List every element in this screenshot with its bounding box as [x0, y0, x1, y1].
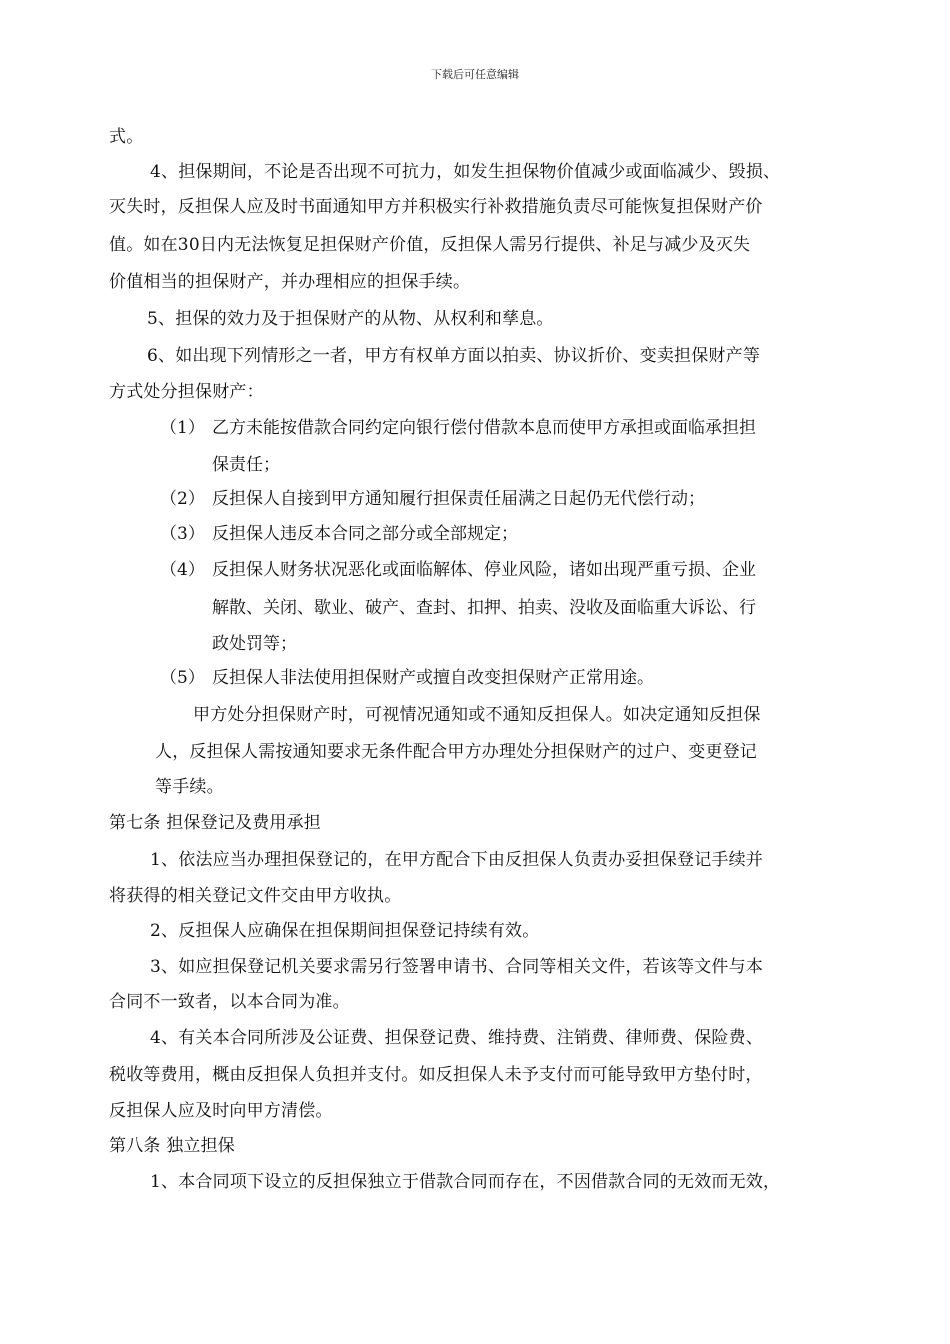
text-line: 税收等费用，概由反担保人负担并支付。如反担保人未予支付而可能导致甲方垫付时，: [109, 1065, 763, 1085]
list-item-number: （1）: [160, 418, 205, 438]
text-line: 等手续。: [155, 777, 224, 797]
text-line: 人，反担保人需按通知要求无条件配合甲方办理处分担保财产的过户、变更登记: [155, 742, 757, 762]
text-line: 反担保人应及时向甲方清偿。: [109, 1101, 333, 1121]
text-line: 2、反担保人应确保在担保期间担保登记持续有效。: [150, 921, 540, 941]
section-heading: 第七条 担保登记及费用承担: [109, 813, 322, 833]
list-item-number: （2）: [160, 489, 205, 509]
text-line: 方式处分担保财产：: [109, 382, 264, 402]
text-line: 5、担保的效力及于担保财产的从物、从权利和孳息。: [147, 309, 554, 329]
section-heading: 第八条 独立担保: [109, 1136, 236, 1156]
text-line: 价值相当的担保财产，并办理相应的担保手续。: [109, 272, 471, 292]
list-item-text: 解散、关闭、歇业、破产、查封、扣押、拍卖、没收及面临重大诉讼、行: [212, 598, 756, 618]
text-line: 甲方处分担保财产时，可视情况通知或不通知反担保人。如决定通知反担保: [193, 705, 761, 725]
text-line: 4、担保期间，不论是否出现不可抗力，如发生担保物价值减少或面临减少、毁损、: [150, 162, 781, 182]
text-line: 灭失时，反担保人应及时书面通知甲方并积极实行补救措施负责尽可能恢复担保财产价: [109, 197, 763, 217]
text-line: 1、依法应当办理担保登记的，在甲方配合下由反担保人负责办妥担保登记手续并: [150, 850, 764, 870]
text-line: 3、如应担保登记机关要求需另行签署申请书、合同等相关文件，若该等文件与本: [150, 957, 764, 977]
page-header: 下载后可任意编辑: [431, 68, 519, 81]
list-item-number: （4）: [160, 560, 205, 580]
text-line: 1、本合同项下设立的反担保独立于借款合同而存在，不因借款合同的无效而无效，: [150, 1172, 781, 1192]
list-item-text: 反担保人违反本合同之部分或全部规定；: [212, 524, 518, 544]
list-item-text: 乙方未能按借款合同约定向银行偿付借款本息而使甲方承担或面临承担担: [212, 418, 756, 438]
text-line: 将获得的相关登记文件交由甲方收执。: [109, 886, 402, 906]
list-item-number: （5）: [160, 668, 205, 688]
text-line: 6、如出现下列情形之一者，甲方有权单方面以拍卖、协议折价、变卖担保财产等: [147, 346, 761, 366]
list-item-text: 反担保人财务状况恶化或面临解体、停业风险，诸如出现严重亏损、企业: [212, 560, 756, 580]
text-line: 式。: [109, 127, 144, 147]
list-item-text: 反担保人自接到甲方通知履行担保责任届满之日起仍无代偿行动；: [212, 489, 705, 509]
text-line: 值。如在30日内无法恢复足担保财产价值，反担保人需另行提供、补足与减少及灭失: [109, 235, 751, 255]
list-item-text: 政处罚等；: [212, 634, 297, 654]
list-item-text: 反担保人非法使用担保财产或擅自改变担保财产正常用途。: [212, 668, 654, 688]
list-item-number: （3）: [160, 524, 205, 544]
list-item-text: 保责任；: [212, 455, 280, 475]
text-line: 4、有关本合同所涉及公证费、担保登记费、维持费、注销费、律师费、保险费、: [150, 1028, 764, 1048]
text-line: 合同不一致者，以本合同为准。: [109, 992, 350, 1012]
